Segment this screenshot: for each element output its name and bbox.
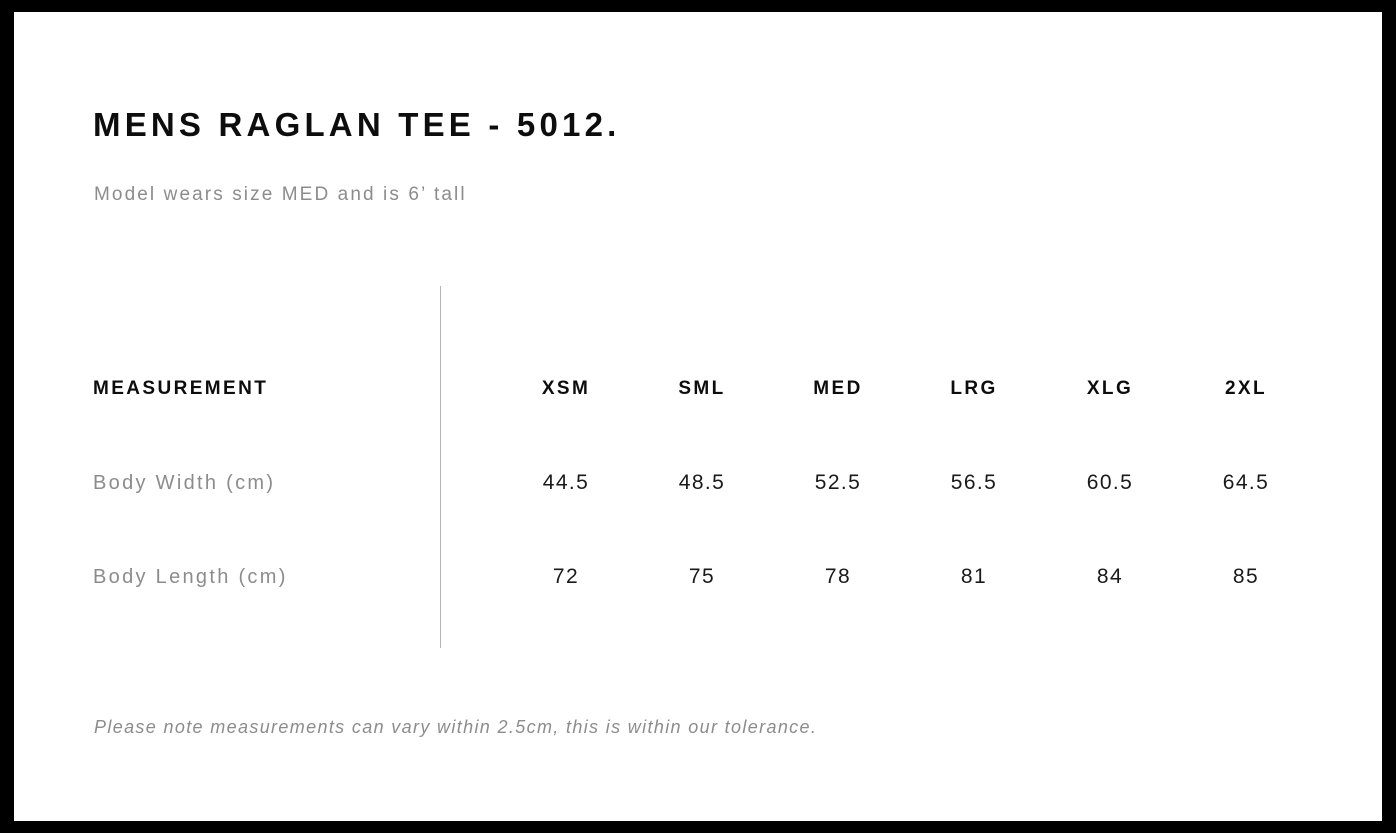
model-note: Model wears size MED and is 6’ tall [94,184,467,205]
row-label-body-width: Body Width (cm) [93,471,276,494]
page-title: MENS RAGLAN TEE - 5012. [93,106,621,143]
cell-body-length-lrg: 81 [960,565,988,588]
column-header-size-med: MED [813,378,863,399]
cell-body-length-med: 78 [824,565,852,588]
table-row [93,530,1314,624]
tolerance-note: Please note measurements can vary within 2.5cm, this is within our tolerance. [94,717,818,737]
size-table [93,342,1314,624]
column-header-size-xsm: XSM [541,378,591,399]
cell-body-width-med: 52.5 [814,471,862,494]
table-header-row [93,342,1314,436]
column-header-size-2xl: 2XL [1224,378,1268,399]
cell-body-width-xlg: 60.5 [1086,471,1134,494]
column-header-size-sml: SML [678,378,726,399]
cell-body-length-2xl: 85 [1232,565,1260,588]
cell-body-width-2xl: 64.5 [1222,471,1270,494]
column-header-measurement: MEASUREMENT [93,378,269,399]
cell-body-length-xlg: 84 [1096,565,1124,588]
table-row [93,436,1314,530]
column-header-size-lrg: LRG [950,378,998,399]
cell-body-length-xsm: 72 [552,565,580,588]
column-header-size-xlg: XLG [1086,378,1134,399]
cell-body-length-sml: 75 [688,565,716,588]
cell-body-width-lrg: 56.5 [950,471,998,494]
row-label-body-length: Body Length (cm) [93,565,288,588]
size-chart-page [14,12,1382,821]
cell-body-width-sml: 48.5 [678,471,726,494]
cell-body-width-xsm: 44.5 [542,471,590,494]
